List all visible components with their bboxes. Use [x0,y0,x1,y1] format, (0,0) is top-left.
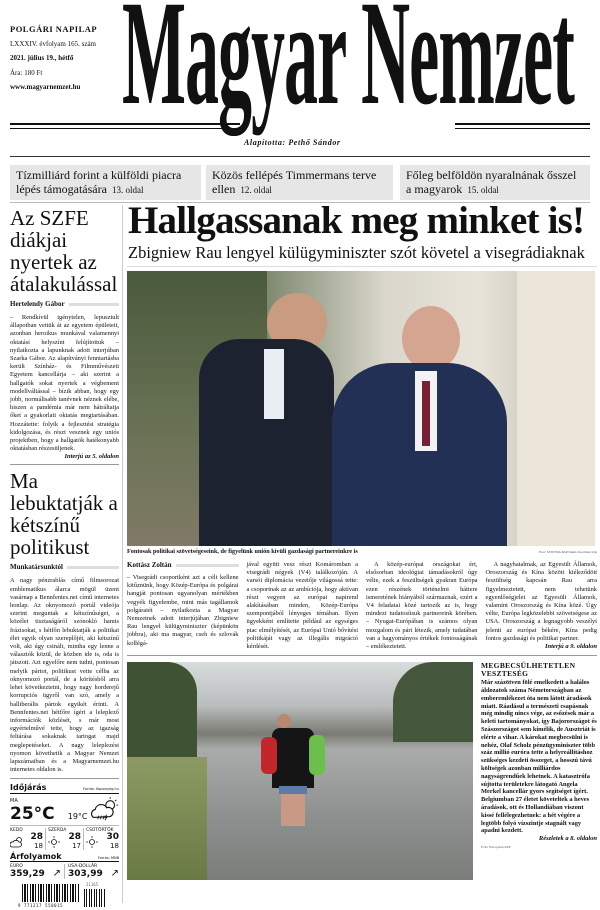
page-reference[interactable]: Interjú az 5. oldalon [64,453,119,461]
lead-headline[interactable]: Hallgassanak meg minket is! [128,199,585,242]
flood-photo [127,662,473,880]
rate-name: EURÓ [10,864,23,870]
divider [10,778,119,779]
teaser-title: Főleg belföldön nyaralnának ősszel a magyarok [406,168,577,196]
forecast-day [10,828,46,850]
author: Kottász Zoltán [127,561,172,569]
lead-column [127,561,239,651]
rain-storm-cloud-icon [89,796,119,823]
divider [127,266,597,267]
article-body: – Rendkívül igénytelen, lepusztult állapotban vettük át az egyetem épületeit, azonban heroikus munkával valamennyi oktatási helyszínt felújítottuk – nyilatkozta a lapunknak adott interjúban Szarka Gábor. Az alapítványi fenntartásba került Színház- és Filmművészeti Egyetem kancellárja – aki szerint a hallgatók sokat nyertek a végbement modellváltással – bízik abban, hogy egy jobb, normálisabb tanévnek néznek elébe, hiszen a pandémia már nem hátráltatja őket a gyakorlati oktatás megtartásában. Hozzátette: folyik a fejlesztési stratégia kidolgozása, és részt vesznek egy uniós projektben, hogy a hallgatók hatékonyabb oktatásban részesüljenek. [10,314,119,453]
teaser-3[interactable] [400,165,590,200]
article-body: A nagyhatalmak, az Egyesült Államok, Oroszország és Kína között kiéleződött feszültség kapcsán Rau arra figyelmeztetett, nem tehetünk egyenlőségjelet az Egyesült Államok, valamint Oroszország és Kína közé. Úgy vélte, Európa legközelebbi szövetségese az USA. Oroszország a legnagyobb veszélyt jelenti az európai békére, Kína pedig fontos gazdasági és politikai partner. [485,561,597,642]
article-headline[interactable]: Az SZFE diákjai nyertek az átalakulással [10,206,118,296]
rates-source: Forrás: MNB [97,856,119,861]
volume: LXXXIV. évfolyam 165. szám [10,39,96,48]
lead-photo-credit: Fotó: MTI/EPA/PAP/Jakub Kaczmarczyk [538,550,597,554]
article-headline[interactable]: Ma lebuktatják a kétszínű politikust [10,469,118,560]
divider [127,655,597,656]
sun-cloud-rain-icon [10,835,24,849]
divider [10,464,119,465]
left-column [10,207,119,910]
issue-date: 2021. július 19., hétfő [10,54,74,62]
rates-header [10,852,119,862]
forecast-day-label: SZERDA [48,828,67,834]
byline [10,563,119,571]
rates-row [10,864,119,879]
teaser-title: Közös fellépés Timmermans terve ellen [212,168,377,196]
forecast-low: 18 [110,842,119,851]
barcode-addon: 21165 [86,882,99,888]
article-body: jával együtt vesz részt Komáromban a visegrádi négyek (V4) találkozóján. A varsói diplomácia vezetője világossá tette: a csoportnak az az ambíciója, hogy aktívan részt vegyen az európai napirend alakításában minden, Közép-Európa szempontjából lényeges témában. Ilyen ügyekként említette például az egységes piac elmélyítését, az Európai Unió bővítési politikáját vagy az illegális migráció kérdését. [246,561,358,651]
article-body: A közép-európai országokat ért, elsősorban ideológiai támadásokról úgy vélte, ezek a feszültségek gyakran Európa ezen részének történelmi háttere ismeretének hiányából származnak, ezért a V4 feladatai közé tartozik az is, hogy mindezt tudatosítsuk partnereink körében. – Nyugat-Európában is számos olyan mozgalom és párt létezik, amely tudatában van a hagyományos értékek fontosságának – emlékeztetett. [366,561,478,651]
forecast-day [84,828,119,850]
byline [127,561,239,569]
rate-name: USA-DOLLÁR [68,864,98,870]
caption-row [127,548,597,555]
flood-article [481,662,597,849]
teaser-1[interactable] [10,165,201,200]
article-body: – Visegrádi csoportként azt a célt kellene kitűznünk, hogy Közép-Európa és polgárai hangját pontosan ugyanolyan mértékben vegyék figyelembe, mint más tagállamok polgáraiét – nyilatkozta a Magyar Nemzetnek adott interjújában Zbigniew Rau lengyel külügyminiszter (képünkön jobbra), aki ma magyar, cseh és szlovák kollégá- [127,574,239,647]
forecast-high: 28 [30,832,43,843]
teaser-2[interactable] [206,165,393,200]
weather-source: Forrás: Koponyeg.hu [83,787,119,792]
lead-article [127,561,597,651]
today-low: 19°C [67,812,88,822]
founder-line: Alapította: Pethő Sándor [244,138,341,147]
column-divider [122,205,123,903]
author: Munkatársunktól [10,563,63,572]
flood-headline[interactable]: MEGBECSÜLHETETLEN VESZTESÉG [481,661,576,679]
rate-value: 359,29 [10,869,45,880]
teaser-page: 13. oldal [111,185,144,195]
rates-title: Árfolyamok [10,852,62,862]
masthead-info [10,22,97,95]
arrow-up-right-icon: ↗ [110,868,119,880]
barcode-addon-bars [84,889,106,907]
newspaper-logo: Magyar Nemzet [122,0,574,136]
flood-row [127,662,597,880]
barcode [18,882,118,910]
byline [10,300,119,308]
forecast-row [10,825,119,850]
flood-body: Már százötven fölé emelkedett a halálos áldozatok száma Németországban az emberemlékezet óta nem látott áradások miatt. Ráadásul a természeti csapásnak még mindig nincs vége, az esőzések már a keleti tartományokat, így Bajorországot és Szászországot sem kímélik, de Ausztriát is elérte a vihar. A károkat megbecsülni is nehéz, Olaf Scholz pénzügyminiszter több száz millió euróra tette a helyreállításhoz szükséges kezdeti összeget, a hosszú távú költségek azonban milliárdos nagyságrendűek lehetnek. A katasztrófa sújtotta területekre látogató Angela Merkel kancellár gyors segítséget ígért. Belgiumban 27 életet követeltek a heves áradások, ott és Hollandiában viszont kissé fellélegezhetnek: a hét végére a legtöbb folyó vízszintje stagnált vagy apadni kezdett. [481,679,597,835]
price: Ára: 180 Ft [10,68,43,77]
website-link[interactable]: www.magyarnemzet.hu [10,83,81,91]
flood-photo-credit: Fotó: Europress/AFP [481,845,511,850]
forecast-high: 28 [68,832,81,843]
forecast-day-label: CSÜTÖRTÖK [86,828,114,834]
teaser-title: Tízmilliárd forint a külföldi piacra lépés támogatására [16,168,182,196]
page-reference[interactable]: Részletek a 8. oldalon [538,835,597,843]
article-politikus [10,470,119,774]
rate-item [65,864,119,879]
forecast-low: 18 [34,842,43,851]
rate-value: 303,99 [68,869,103,880]
barcode-digits: 9 771217 550015 [18,903,64,909]
weather-title: Időjárás [10,783,47,793]
teaser-page: 15. oldal [467,185,499,195]
lead-caption: Fontosak politikai szövetségeseink, de figyelünk unión kívüli gazdasági partnereinkre is [127,548,358,555]
page-reference[interactable]: Interjú a 9. oldalon [544,643,597,651]
forecast-day [46,828,84,850]
lead-subheadline: Zbigniew Rau lengyel külügyminiszter szót követel a visegrádiaknak [128,243,585,262]
rate-item [10,864,65,879]
divider [10,156,590,157]
author: Hertelendy Gábor [10,300,65,308]
lead-photo [127,271,595,546]
article-szfe [10,207,119,460]
lead-column [486,561,598,651]
forecast-day-label: KEDD [10,828,23,834]
sun-icon [48,836,60,848]
forecast-low: 17 [72,842,81,851]
arrow-up-right-icon: ↗ [52,868,61,880]
tagline: POLGÁRI NAPILAP [10,24,98,34]
main-column [127,199,597,880]
forecast-high: 30 [106,832,119,843]
weather-box [10,783,119,879]
teaser-page: 12. oldal [240,185,272,195]
sun-icon [86,836,98,848]
today-label: MA [10,798,18,805]
article-body: A nagy pénzrablás című filmsorozat emblematikus álarca mögül üzent vasárnap a Bennfentes.net című internetes honlap. Az oknyomozó portál videója szerint meguntak a kétszínűséget, a közélet tisztaságáról szónokló hamis frázisokat, s hétfőn lebuktatják a politikai élet egyik olyan szereplőjét, aki kétszínű volt, aki úgy csinált, mintha egy lenne a választók közül, de közben ide is, oda is játszott. Azt egyelőre nem tudni, pontosan melyik pártot, politikust vette célba az oknyomozó portál, de a körítésből arra lehet következtetni, hogy nagy horderejű korrupciós ügyről van szó, amely a balliberális pártok egyikét érinti. A Bennfentes.net hétfőre ígéri a leleplező információk közlését, s már most egyértelművé tette, hogy az igazság feltárása sokaknak tartogat majd meglepetéseket. A nagy leleplezést nyomon követhetik a Magyar Nemzet lapszámaiban és a Magyarnemzet.hu internetes oldalon is. [10,577,119,774]
today-high: 25°C [10,804,55,825]
barcode-bars [22,884,80,902]
